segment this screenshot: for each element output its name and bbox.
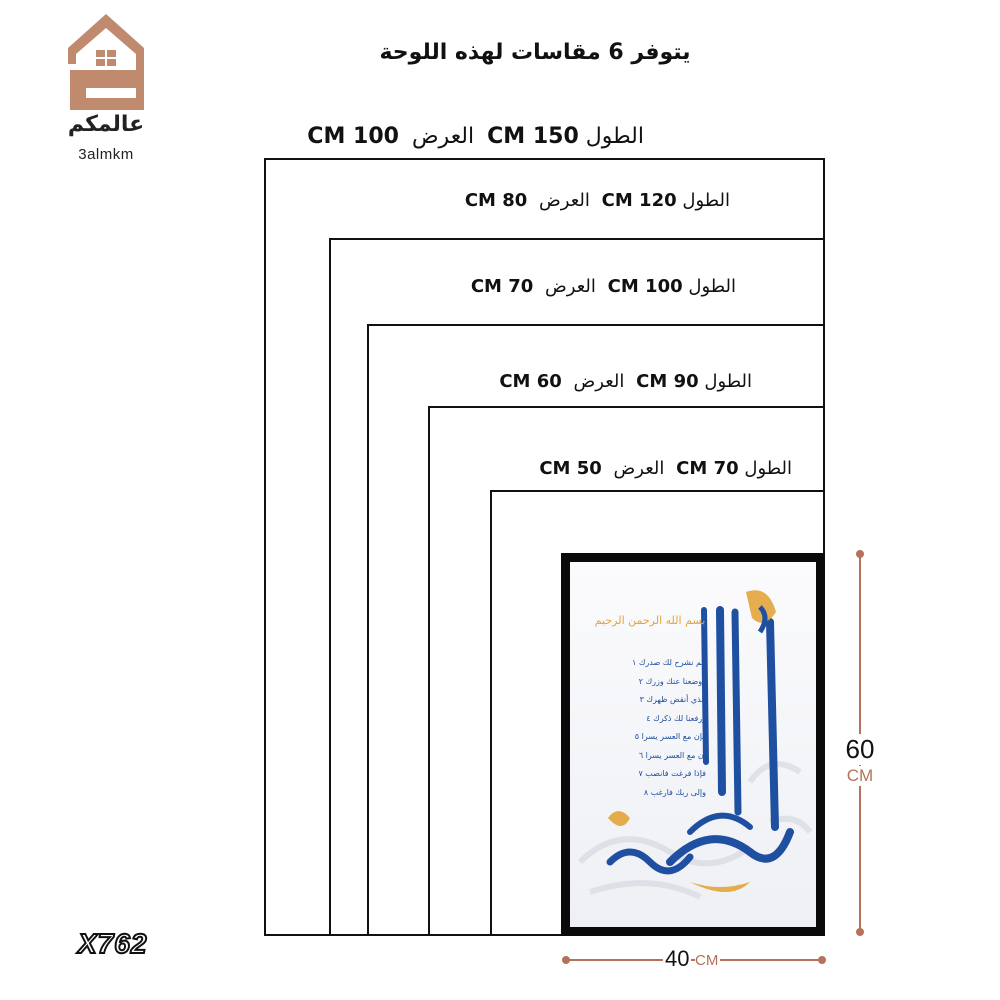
height-unit: CM [838,766,882,786]
size-label-150x100: الطول 150 CM العرض 100 CM [307,124,644,149]
house-logo-icon [66,14,146,110]
width-unit: CM [695,952,719,969]
product-sku: X762 [78,928,148,959]
basmala-text: بسم الله الرحمن الرحيم [594,614,706,627]
size-label-90x60: الطول 90 CM العرض 60 CM [499,371,752,392]
height-value: 60 [838,734,882,765]
verse-list [602,654,706,802]
brand-name-latin: 3almkm [78,146,134,163]
verse-item: ألم نشرح لك صدرك ١ ووضعنا عنك وزرك ٢ الذي أنقض ظهرك ٣ ورفعنا لك ذكرك ٤ فإن مع العسر يسرا ٥ إن مع العسر يسرا ٦ فإذا فرغت فانصب ٧ وإلى ربك فارغب ٨ [631,658,706,797]
width-value: 40 [665,946,690,971]
size-label-70x50: الطول 70 CM العرض 50 CM [539,458,792,479]
sizes-headline: يتوفر 6 مقاسات لهذه اللوحة [379,40,691,65]
brand-name-arabic: عالمكم [67,112,145,137]
size-label-120x80: الطول 120 CM العرض 80 CM [464,190,730,211]
framed-artwork [561,553,825,936]
size-label-100x70: الطول 100 CM العرض 70 CM [470,276,736,297]
artwork-canvas [570,562,816,927]
